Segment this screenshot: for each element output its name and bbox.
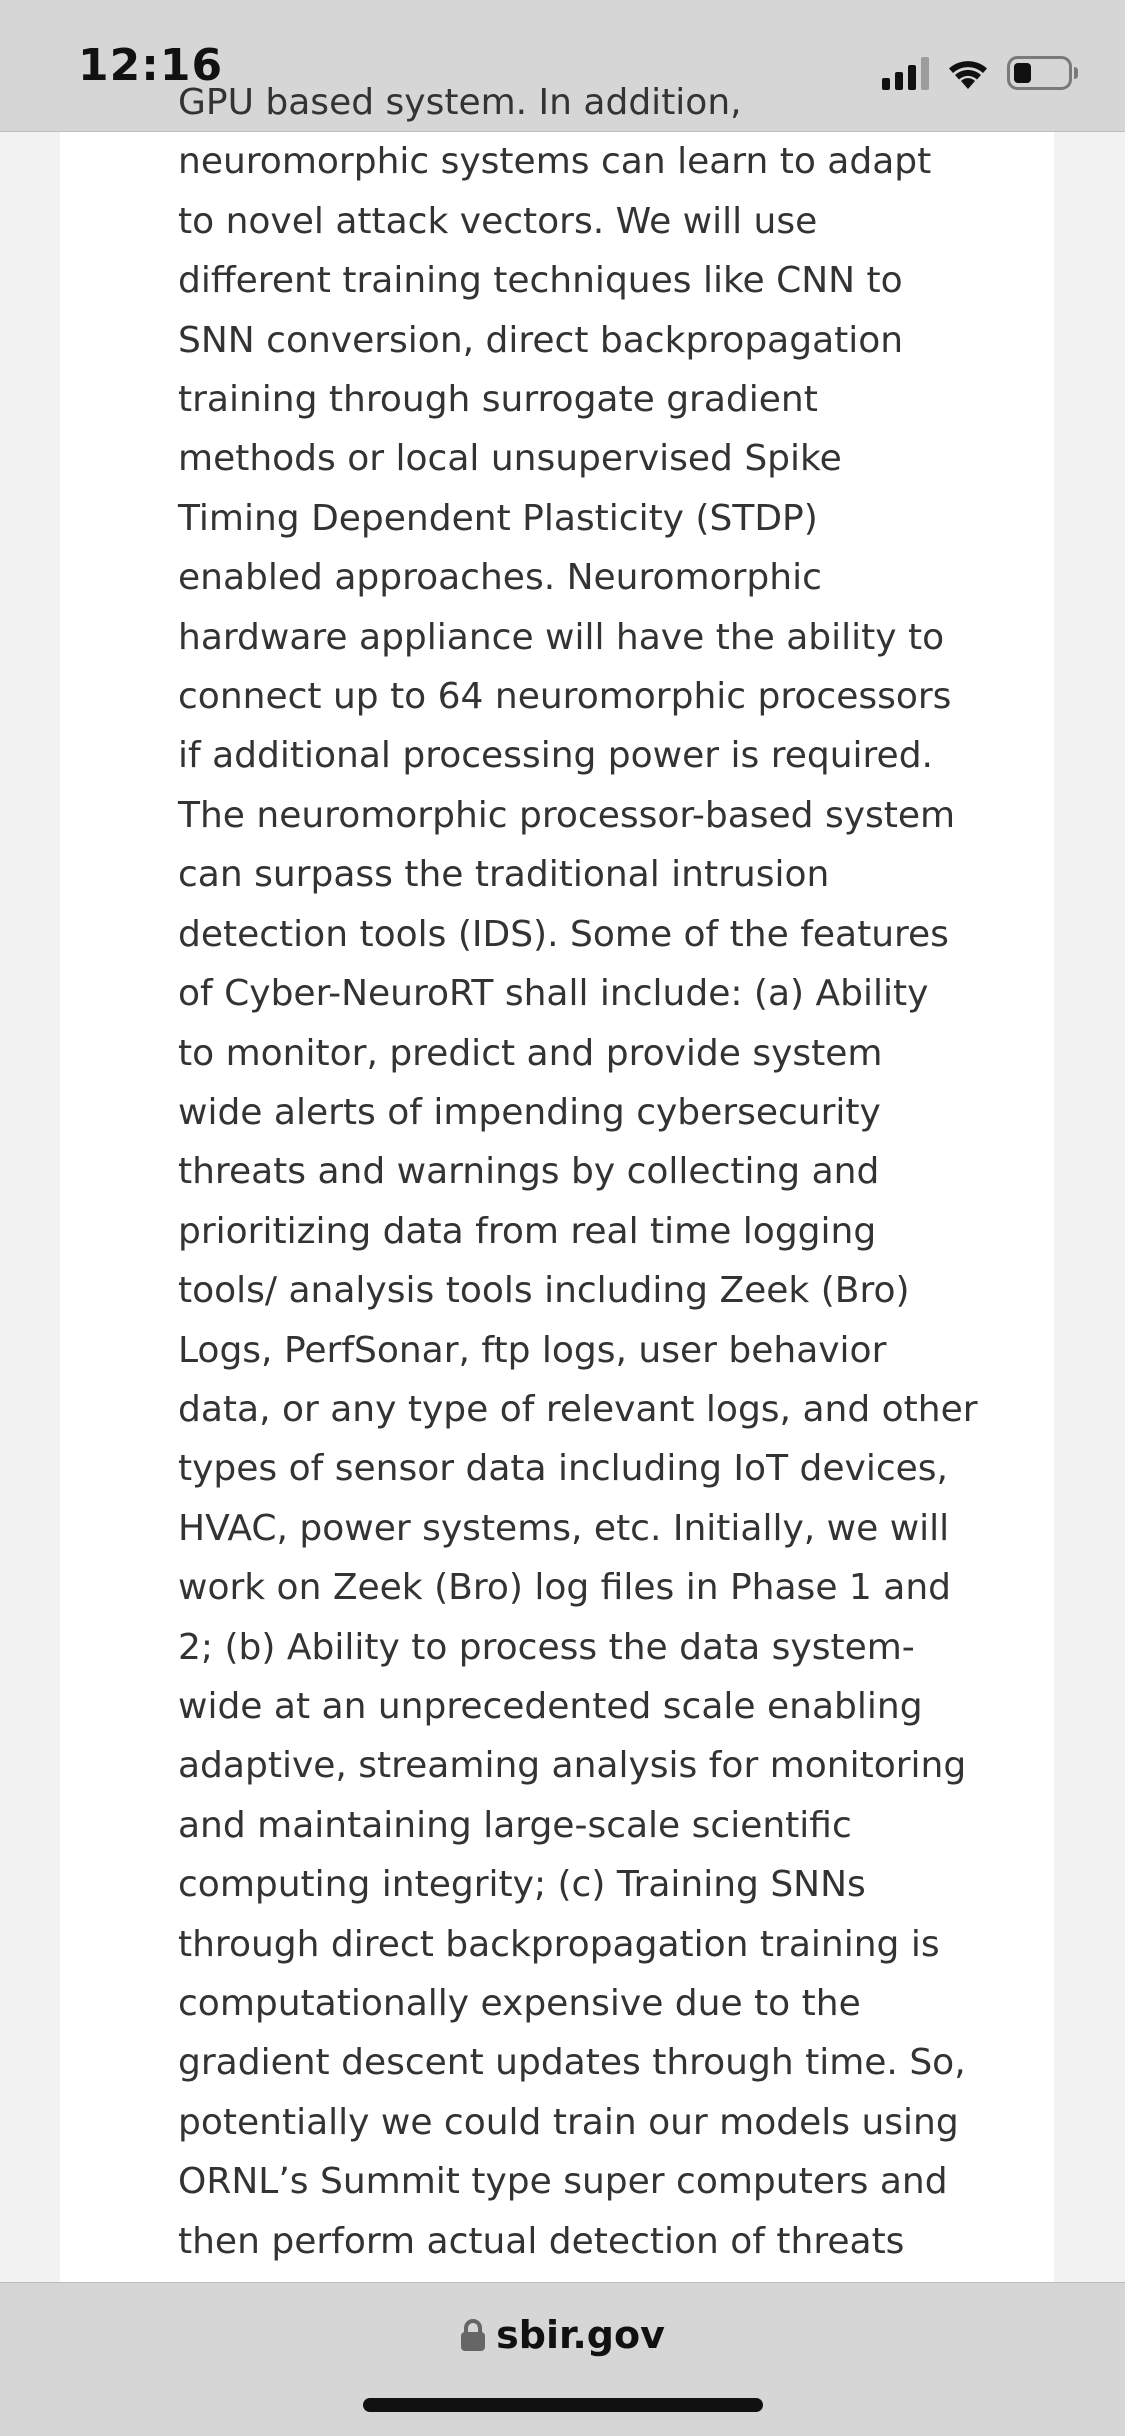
article-body-text: GPU based system. In addition, neuromorphic systems can learn to adapt to novel attack vectors. We will use different training techniques like CNN to SNN conversion, direct backpropagation training through surrogate gradient methods or local unsupervised Spike Timing Dependent Plasticity (STDP) enabled approaches. Neuromorphic hardware appliance will have the ability to connect up to 64 neuromorphic processors if additional processing power is required. The neuromorphic processor-based system can surpass the traditional intrusion detection tools (IDS). Some of the features of Cyber-NeuroRT shall include: (a) Ability to monitor, predict and provide system wide alerts of impending cybersecurity threats and warnings by collecting and prioritizing data from real time logging tools/ analysis tools including Zeek (Bro) Logs, PerfSonar, ftp logs, user behavior data, or any type of relevant logs, and other types of sensor data including IoT devices, HVAC, power systems, etc. Initially, we will work on Zeek (Bro) log files in Phase 1 and 2; (b) Ability to process the data system- wide at an unprecedented scale enabling adaptive, streaming analysis for monitoring and maintaining large-scale scientific computing integrity; (c) Training SNNs through direct backpropagation training is computationally expensive due to the gradient descent updates through time. So, potentially we could train our models using ORNL’s Summit type super computers and then perform actual detection of threats [178, 82, 978, 2262]
url-bar[interactable] [0, 2282, 1125, 2436]
home-indicator[interactable] [363, 2398, 763, 2412]
status-time: 12:16 [78, 40, 224, 91]
lock-icon [460, 2318, 486, 2352]
url-display[interactable] [0, 2313, 1125, 2357]
url-domain[interactable]: sbir.gov [496, 2313, 665, 2357]
battery-icon [1007, 56, 1079, 90]
content-card[interactable] [60, 82, 1054, 2282]
